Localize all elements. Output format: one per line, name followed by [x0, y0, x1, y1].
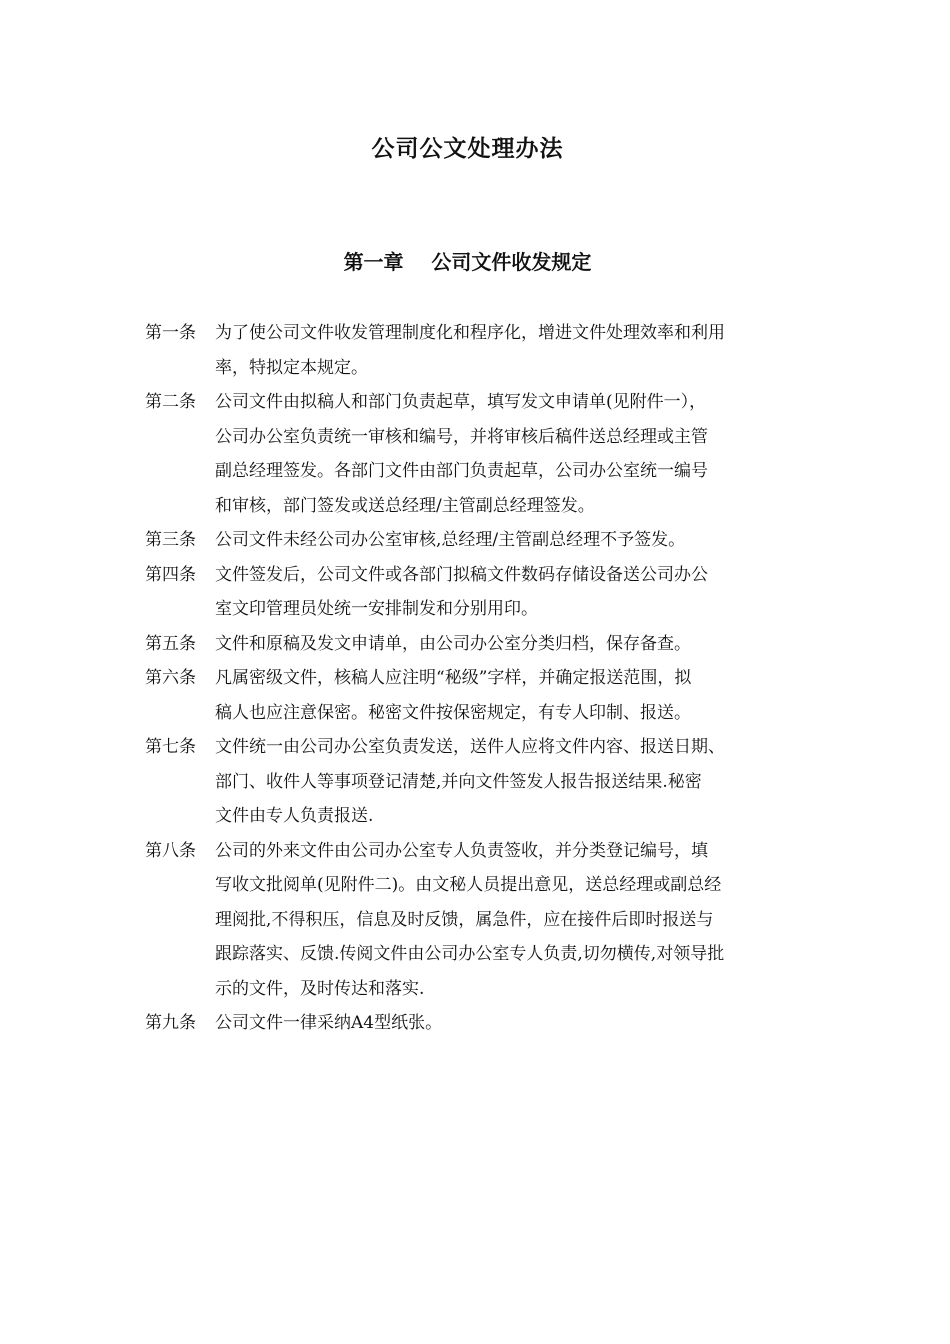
document-title: 公司公文处理办法: [371, 135, 564, 162]
article-list: [145, 316, 825, 1041]
article-number: 第五条: [145, 633, 196, 654]
article-line: 理阅批,不得积压，信息及时反馈，属急件，应在接件后即时报送与: [215, 909, 714, 930]
article-line: 公司的外来文件由公司办公室专人负责签收，并分类登记编号，填: [215, 840, 708, 861]
article-2: [145, 385, 825, 523]
article-line: 公司文件一律采纳A4型纸张。: [215, 1013, 443, 1033]
article-6: [145, 661, 825, 730]
article-number: 第四条: [145, 564, 196, 585]
article-line: 为了使公司文件收发管理制度化和程序化，增进文件处理效率和利用: [215, 323, 725, 343]
article-7: [145, 730, 825, 834]
article-line: 部门、收件人等事项登记清楚,并向文件签发人报告报送结果.秘密: [215, 771, 702, 792]
article-line: 写收文批阅单(见附件二)。由文秘人员提出意见，送总经理或副总经: [215, 875, 722, 895]
article-number: 第二条: [145, 392, 196, 412]
article-5: [145, 627, 825, 662]
article-line: 副总经理签发。各部门文件由部门负责起草，公司办公室统一编号: [215, 461, 708, 481]
article-line: 室文印管理员处统一安排制发和分别用印。: [215, 599, 538, 619]
article-8: [145, 834, 825, 1007]
article-3: [145, 523, 825, 558]
article-line: 率，特拟定本规定。: [215, 357, 368, 378]
article-9: [145, 1006, 825, 1041]
article-body: [215, 661, 795, 730]
article-body: [215, 523, 795, 558]
article-line: 文件统一由公司办公室负责发送，送件人应将文件内容、报送日期、: [215, 737, 725, 757]
article-line: 文件由专人负责报送.: [215, 806, 374, 826]
chapter-title: 第一章 公司文件收发规定: [343, 250, 592, 274]
article-number: 第九条: [145, 1013, 196, 1033]
article-body: [215, 1006, 795, 1041]
article-line: 文件签发后，公司文件或各部门拟稿文件数码存储设备送公司办公: [215, 564, 708, 585]
article-number: 第一条: [145, 323, 196, 343]
article-line: 公司文件由拟稿人和部门负责起草，填写发文申请单(见附件一），: [215, 392, 707, 412]
article-number: 第七条: [145, 737, 196, 757]
article-number: 第八条: [145, 840, 196, 861]
article-line: 公司办公室负责统一审核和编号，并将审核后稿件送总经理或主管: [215, 426, 708, 447]
article-number: 第三条: [145, 530, 196, 550]
article-body: [215, 834, 795, 1007]
article-line: 稿人也应注意保密。秘密文件按保密规定，有专人印制、报送。: [215, 702, 691, 723]
article-body: [215, 316, 795, 385]
article-body: [215, 627, 795, 662]
article-line: 和审核，部门签发或送总经理/主管副总经理签发。: [215, 495, 595, 516]
article-line: 跟踪落实、反馈.传阅文件由公司办公室专人负责,切勿横传,对领导批: [215, 944, 725, 964]
article-body: [215, 558, 795, 627]
article-body: [215, 730, 795, 834]
article-line: 文件和原稿及发文申请单，由公司办公室分类归档，保存备查。: [215, 633, 691, 654]
article-number: 第六条: [145, 668, 196, 688]
article-line: 公司文件未经公司办公室审核,总经理/主管副总经理不予签发。: [215, 530, 686, 550]
article-line: 示的文件，及时传达和落实.: [215, 978, 425, 999]
article-body: [215, 385, 795, 523]
article-1: [145, 316, 825, 385]
article-4: [145, 558, 825, 627]
article-line: 凡属密级文件，核稿人应注明“秘级”字样，并确定报送范围，拟: [215, 668, 692, 688]
